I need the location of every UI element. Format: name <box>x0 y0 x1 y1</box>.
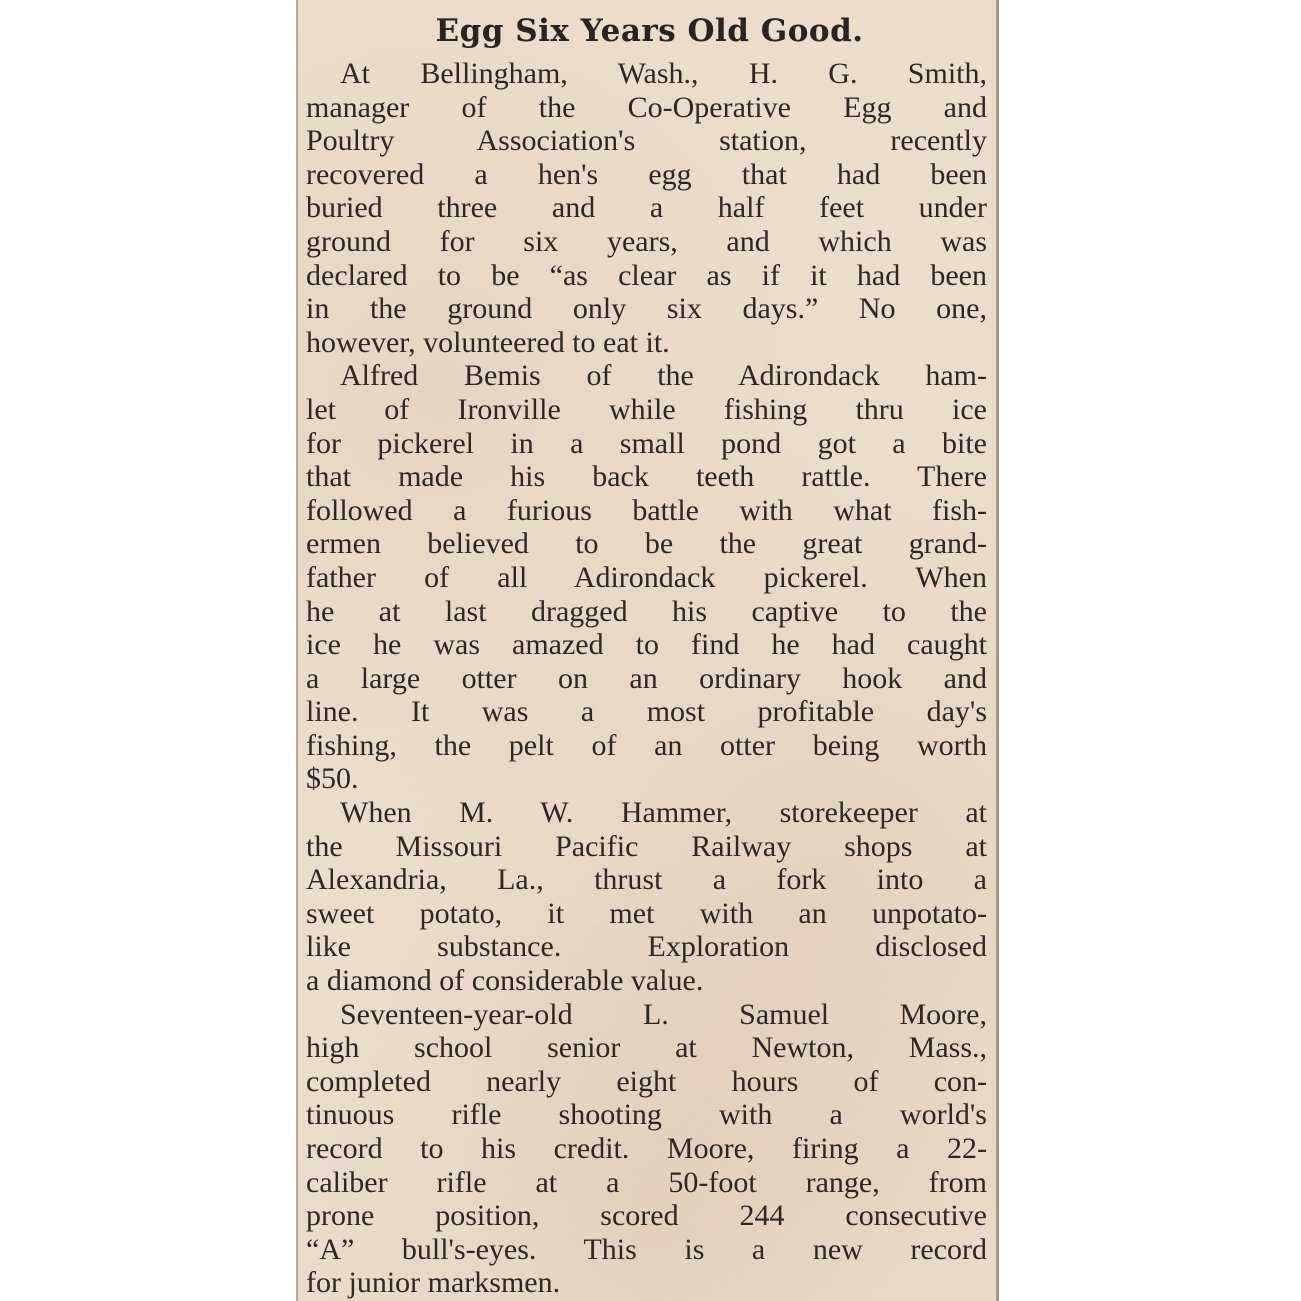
text-line: Alexandria, La., thrust a fork into a <box>306 863 987 897</box>
text-line: ermen believed to be the great grand- <box>306 527 987 561</box>
text-line: completed nearly eight hours of con- <box>306 1064 987 1098</box>
text-line: sweet potato, it met with an unpotato- <box>306 896 987 930</box>
text-line: for junior marksmen. <box>306 1266 561 1300</box>
headline: Egg Six Years Old Good. <box>435 13 864 49</box>
text-line: high school senior at Newton, Mass., <box>306 1031 987 1065</box>
text-line: “A” bull's-eyes. This is a new record <box>306 1232 987 1266</box>
text-line: however, volunteered to eat it. <box>306 325 670 359</box>
text-line: he at last dragged his captive to the <box>306 594 987 628</box>
text-line: Seventeen-year-old L. Samuel Moore, <box>340 997 987 1031</box>
text-line: recovered a hen's egg that had been <box>306 157 987 191</box>
text-line: $50. <box>306 762 359 796</box>
text-line: for pickerel in a small pond got a bite <box>306 426 987 460</box>
text-line: Poultry Association's station, recently <box>306 124 987 158</box>
text-line: line. It was a most profitable day's <box>306 695 987 729</box>
article-body <box>306 57 987 1300</box>
text-line: like substance. Exploration disclosed <box>306 930 987 964</box>
text-line: father of all Adirondack pickerel. When <box>306 560 987 594</box>
text-line: When M. W. Hammer, storekeeper at <box>340 796 987 830</box>
text-line: record to his credit. Moore, firing a 22- <box>306 1132 987 1165</box>
text-line: let of Ironville while fishing thru ice <box>306 392 987 426</box>
text-line: that made his back teeth rattle. There <box>306 460 987 494</box>
text-line: ice he was amazed to find he had caught <box>306 628 987 662</box>
text-line: At Bellingham, Wash., H. G. Smith, <box>340 57 987 90</box>
text-line: a large otter on an ordinary hook and <box>306 661 987 695</box>
text-line: the Missouri Pacific Railway shops at <box>306 829 987 863</box>
text-line: followed a furious battle with what fish- <box>306 493 987 527</box>
text-line: manager of the Co-Operative Egg and <box>306 90 987 124</box>
text-line: ground for six years, and which was <box>306 224 987 258</box>
text-line: declared to be “as clear as if it had been <box>306 258 987 292</box>
text-line: prone position, scored 244 consecutive <box>306 1199 987 1233</box>
text-line: tinuous rifle shooting with a world's <box>306 1098 987 1132</box>
newspaper-clipping <box>296 0 999 1301</box>
text-line: caliber rifle at a 50-foot range, from <box>306 1165 987 1199</box>
text-line: fishing, the pelt of an otter being worth <box>306 728 987 762</box>
text-line: a diamond of considerable value. <box>306 964 704 998</box>
text-line: Alfred Bemis of the Adirondack ham- <box>340 359 987 393</box>
text-line: in the ground only six days.” No one, <box>306 292 987 326</box>
text-line: buried three and a half feet under <box>306 191 987 225</box>
